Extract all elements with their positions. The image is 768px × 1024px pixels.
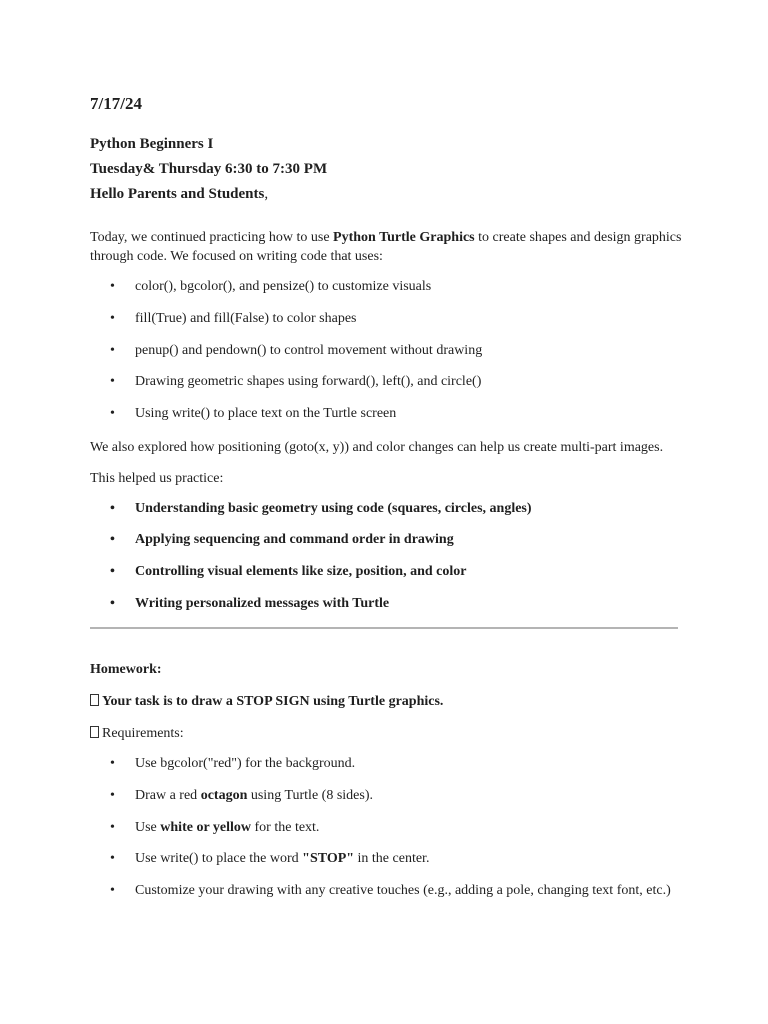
list-item: • color(), bgcolor(), and pensize() to customize visuals xyxy=(135,279,431,295)
list-item: • Understanding basic geometry using code (squares, circles, angles) xyxy=(135,501,532,517)
req2-part-a: Draw a red xyxy=(135,788,201,803)
horizontal-divider xyxy=(90,627,678,629)
list-item: • Writing personalized messages with Turtle xyxy=(135,596,389,612)
list-item: • Use bgcolor("red") for the background. xyxy=(135,756,355,772)
req3-part-a: Use xyxy=(135,820,161,835)
req2-part-c: using Turtle (8 sides). xyxy=(247,788,373,803)
list-item: • Customize your drawing with any creative touches (e.g., adding a pole, changing text font, etc.) xyxy=(135,883,671,899)
intro-bold: Python Turtle Graphics xyxy=(333,230,475,245)
homework-task xyxy=(90,692,443,711)
greeting-comma: , xyxy=(264,186,269,202)
req2-part-b: octagon xyxy=(200,788,248,803)
intro-paragraph xyxy=(90,228,690,266)
requirements-label-text: Requirements: xyxy=(102,726,184,741)
req3-part-c: for the text. xyxy=(251,820,320,835)
intro-part2: to create shapes and design graphics through code. We focused on writing code that uses: xyxy=(90,230,682,264)
req3-part-b: white or yellow xyxy=(160,820,252,835)
list-item: • fill(True) and fill(False) to color shapes xyxy=(135,311,357,327)
list-item: • penup() and pendown() to control movement without drawing xyxy=(135,343,482,359)
missing-glyph-icon xyxy=(90,694,99,706)
list-item xyxy=(135,788,373,804)
list-item: • Using write() to place text on the Turtle screen xyxy=(135,406,396,422)
explored-paragraph: We also explored how positioning (goto(x, y)) and color changes can help us create multi-part images. xyxy=(90,440,664,455)
class-name: Python Beginners I xyxy=(90,136,214,152)
intro-part1: Today, we continued practicing how to use xyxy=(90,230,334,245)
req4-part-a: Use write() to place the word xyxy=(135,851,303,866)
requirements-label xyxy=(90,724,184,743)
list-item: • Controlling visual elements like size, position, and color xyxy=(135,564,466,580)
greeting-bold: Hello Parents and Students xyxy=(90,186,265,202)
req4-part-b: "STOP" xyxy=(302,851,355,866)
list-item: • Drawing geometric shapes using forward(), left(), and circle() xyxy=(135,374,481,390)
homework-heading: Homework: xyxy=(90,662,162,677)
practice-intro: This helped us practice: xyxy=(90,471,224,486)
missing-glyph-icon xyxy=(90,726,99,738)
list-item: • Applying sequencing and command order in drawing xyxy=(135,532,454,548)
class-schedule: Tuesday& Thursday 6:30 to 7:30 PM xyxy=(90,161,328,177)
list-item xyxy=(135,851,429,867)
date-heading: 7/17/24 xyxy=(90,94,142,113)
greeting xyxy=(90,186,268,203)
homework-task-text: Your task is to draw a STOP SIGN using Turtle graphics. xyxy=(102,694,444,709)
req4-part-c: in the center. xyxy=(354,851,430,866)
list-item xyxy=(135,820,319,836)
